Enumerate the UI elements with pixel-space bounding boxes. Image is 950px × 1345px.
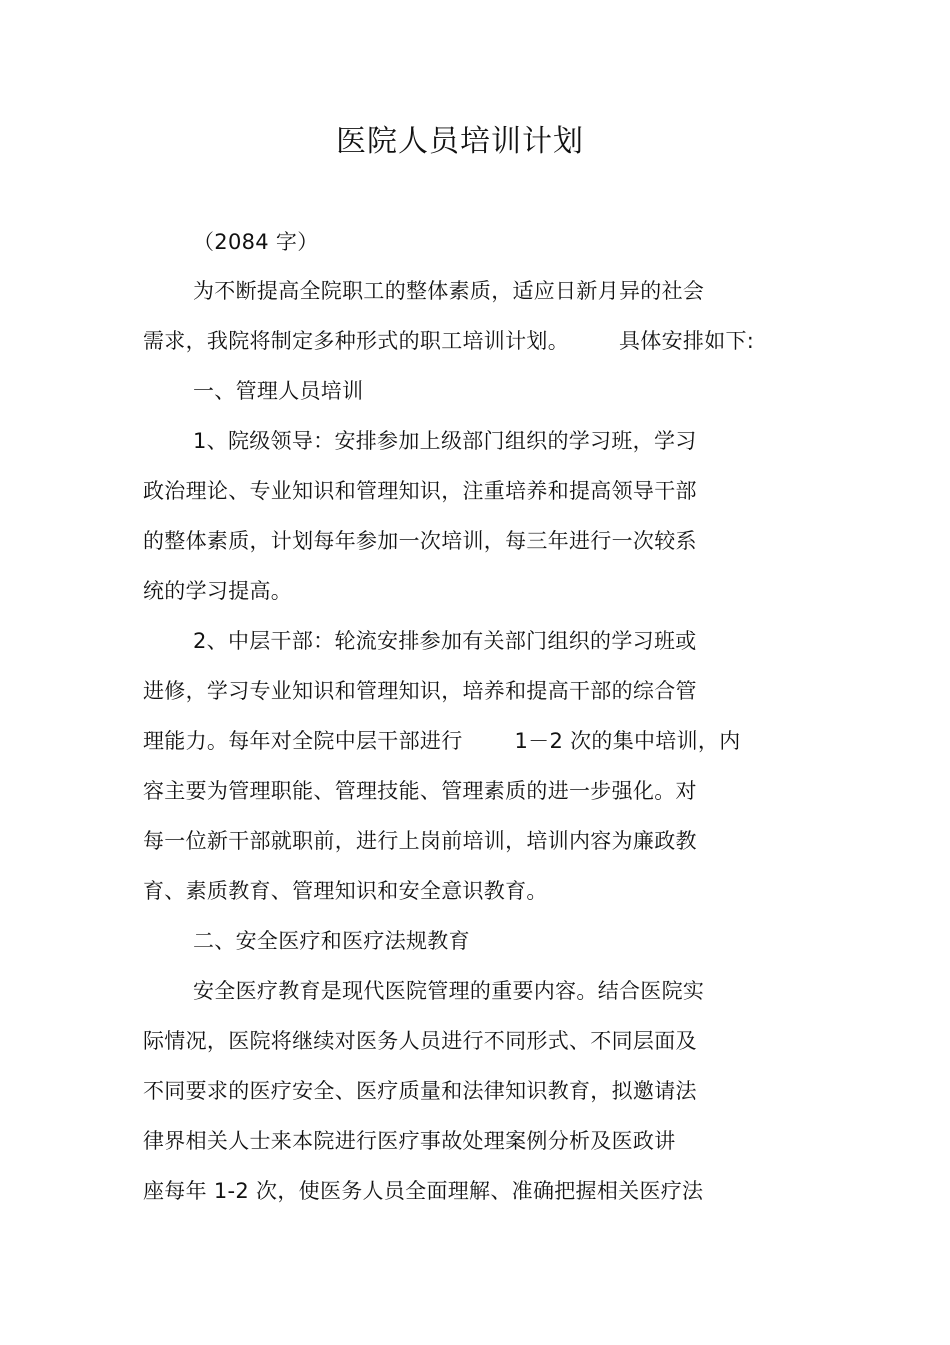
intro-text: 需求，我院将制定多种形式的职工培训计划。: [143, 329, 569, 353]
paragraph-line: 每一位新干部就职前，进行上岗前培训，培训内容为廉政教: [143, 829, 697, 853]
paragraph-line: 1、院级领导：安排参加上级部门组织的学习班，学习: [193, 429, 697, 453]
paragraph-line: 进修，学习专业知识和管理知识，培养和提高干部的综合管: [143, 679, 697, 703]
word-count: （2084 字）: [193, 230, 319, 254]
paragraph-line: 育、素质教育、管理知识和安全意识教育。: [143, 879, 548, 903]
intro-line: [143, 326, 754, 356]
intro-line: 为不断提高全院职工的整体素质，适应日新月异的社会: [193, 279, 705, 303]
paragraph-text: 1－2 次的集中培训，内: [514, 729, 741, 753]
intro-text: 具体安排如下:: [619, 329, 755, 353]
paragraph-line: 容主要为管理职能、管理技能、管理素质的进一步强化。对: [143, 779, 697, 803]
paragraph-line: 安全医疗教育是现代医院管理的重要内容。结合医院实: [193, 979, 705, 1003]
section-heading: 一、管理人员培训: [193, 379, 364, 403]
paragraph-line: [143, 726, 741, 756]
paragraph-line: 统的学习提高。: [143, 579, 293, 603]
paragraph-line: 政治理论、专业知识和管理知识，注重培养和提高领导干部: [143, 479, 697, 503]
paragraph-line: 的整体素质，计划每年参加一次培训，每三年进行一次较系: [143, 529, 697, 553]
paragraph-line: 2、中层干部：轮流安排参加有关部门组织的学习班或: [193, 629, 697, 653]
paragraph-text: 理能力。每年对全院中层干部进行: [143, 729, 463, 753]
paragraph-line: 律界相关人士来本院进行医疗事故处理案例分析及医政讲: [143, 1129, 676, 1153]
section-heading: 二、安全医疗和医疗法规教育: [193, 929, 470, 953]
paragraph-line: 座每年 1-2 次，使医务人员全面理解、准确把握相关医疗法: [143, 1179, 704, 1203]
document-title: 医院人员培训计划: [336, 124, 584, 159]
paragraph-line: 际情况，医院将继续对医务人员进行不同形式、不同层面及: [143, 1029, 697, 1053]
paragraph-line: 不同要求的医疗安全、医疗质量和法律知识教育，拟邀请法: [143, 1079, 697, 1103]
